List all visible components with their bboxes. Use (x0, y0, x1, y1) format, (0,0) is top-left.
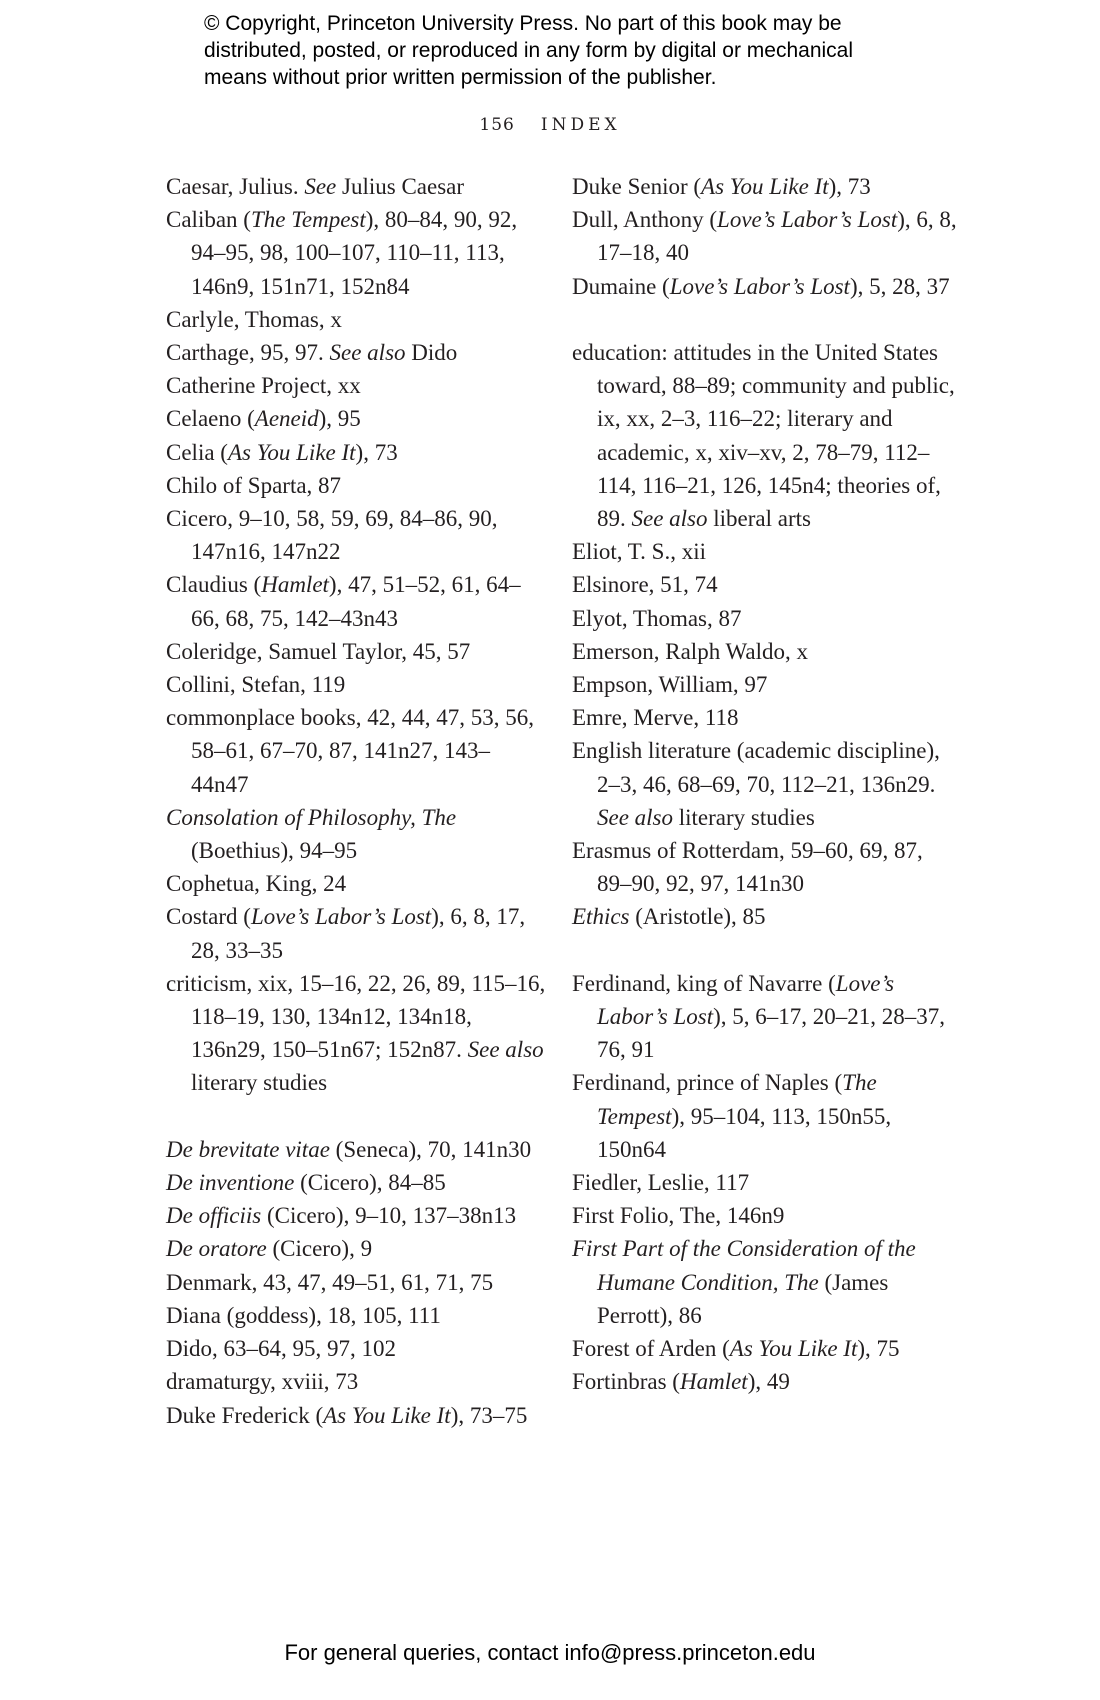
index-entry-italic: De inventione (166, 1170, 295, 1196)
index-entry (572, 834, 962, 900)
index-entry (166, 1166, 546, 1199)
index-entry (166, 1365, 546, 1398)
index-entry-text: Eliot, T. S., xii (572, 539, 706, 565)
index-entry (572, 734, 962, 834)
index-entry-text: ), 49 (747, 1369, 790, 1395)
index-column-left (166, 170, 546, 1432)
index-entry-italic: As You Like It (227, 439, 356, 465)
copyright-line-2: distributed, posted, or reproduced in any form by digital or mechanical (204, 39, 854, 62)
index-entry-italic: Ethics (572, 904, 630, 930)
index-entry (572, 602, 962, 635)
index-entry (572, 967, 962, 1067)
index-entry-text: dramaturgy, xviii, 73 (166, 1369, 359, 1395)
index-entry (572, 701, 962, 734)
index-entry-text: Denmark, 43, 47, 49–51, 61, 71, 75 (166, 1269, 494, 1295)
index-entry-text: education: attitudes in the United States toward, 88–89; community and public, ix, xx, 2–3, 116–22; literary and academic, x, xiv–xv, 2, 78–79, 112–114, 116–21, 126, 145n4; theories of, 89. (572, 340, 955, 532)
index-entry-text: Elyot, Thomas, 87 (572, 605, 742, 631)
index-entry-text: literary studies (673, 804, 815, 830)
index-entry (572, 668, 962, 701)
index-entry (166, 502, 546, 568)
index-entry-text: ), 75 (857, 1336, 900, 1362)
index-entry-text: Carlyle, Thomas, x (166, 306, 342, 332)
index-entry-text: Collini, Stefan, 119 (166, 672, 346, 698)
running-head (0, 115, 1100, 135)
index-entry (166, 369, 546, 402)
index-entry (166, 900, 546, 966)
index-entry-text: Dumaine ( (572, 273, 670, 299)
index-entry-italic: See also (329, 340, 406, 366)
index-entry-italic: See also (467, 1037, 544, 1063)
index-entry-text: Costard ( (166, 904, 251, 930)
index-entry-text: Emre, Merve, 118 (572, 705, 739, 731)
index-entry-text: First Folio, The, 146n9 (572, 1203, 785, 1229)
index-entry (166, 336, 546, 369)
index-entry-italic: First Part of the Consideration of the Humane Condition, The (572, 1236, 916, 1295)
index-entry-text: Erasmus of Rotterdam, 59–60, 69, 87, 89–90, 92, 97, 141n30 (572, 838, 923, 897)
index-entry-italic: Aeneid (254, 406, 319, 432)
copyright-notice (204, 10, 924, 91)
index-entry-text: ), 6, 8, 17, 28, 33–35 (191, 904, 526, 963)
copyright-line-3: means without prior written permission of the publisher. (204, 66, 717, 89)
index-entry-italic: As You Like It (701, 174, 829, 199)
index-entry (166, 303, 546, 336)
index-entry (166, 967, 546, 1100)
index-entry (166, 469, 546, 502)
index-entry-text: Cicero, 9–10, 58, 59, 69, 84–86, 90, 147n16, 147n22 (166, 506, 498, 565)
index-entry-text: Cophetua, King, 24 (166, 871, 347, 897)
index-entry (572, 1365, 962, 1398)
index-entry-italic: De officiis (166, 1203, 262, 1229)
index-entry-italic: See (304, 174, 337, 199)
index-entry-italic: De brevitate vitae (166, 1136, 330, 1162)
index-entry-text: ), 95 (318, 406, 361, 432)
index-entry-text: ), 6, 8, 17–18, 40 (597, 207, 957, 266)
index-entry-italic: See also (597, 804, 674, 830)
index-entry (572, 1332, 962, 1365)
index-entry (572, 1066, 962, 1166)
index-entry-italic: Love’s Labor’s Lost (597, 970, 895, 1030)
index-entry-text: Empson, William, 97 (572, 672, 768, 698)
index-entry (166, 1199, 546, 1232)
index-entry-text: Forest of Arden ( (572, 1336, 730, 1362)
index-entry (572, 336, 962, 535)
index-entry-italic: The Tempest (250, 207, 366, 233)
index-entry-text: Caesar, Julius. (166, 174, 305, 199)
index-entry (166, 1232, 546, 1265)
index-entry-text: (Seneca), 70, 141n30 (329, 1136, 532, 1162)
index-entry (166, 170, 546, 203)
index-section-gap (166, 1100, 546, 1133)
index-entry (572, 203, 962, 269)
index-entry-text: (Cicero), 9 (266, 1236, 373, 1262)
index-entry-text: (Boethius), 94–95 (191, 838, 358, 864)
index-entry-text: Fortinbras ( (572, 1369, 680, 1395)
index-entry-text: Chilo of Sparta, 87 (166, 472, 342, 498)
index-entry (572, 900, 962, 933)
index-entry-text: Celia ( (166, 439, 228, 465)
index-entry-text: commonplace books, 42, 44, 47, 53, 56, 58–61, 67–70, 87, 141n27, 143–44n47 (166, 705, 534, 797)
index-entry-italic: The Tempest (597, 1070, 877, 1129)
index-entry-text: Julius Caesar (336, 174, 465, 199)
index-entry-text: Carthage, 95, 97. (166, 340, 330, 366)
index-entry-text: Diana (goddess), 18, 105, 111 (166, 1302, 441, 1328)
index-entry-text: English literature (academic discipline), 2–3, 46, 68–69, 70, 112–21, 136n29. (572, 738, 940, 797)
index-entry (166, 436, 546, 469)
index-entry-text: literary studies (191, 1070, 328, 1096)
index-entry-italic: See also (631, 506, 708, 532)
index-entry-text: ), 5, 6–17, 20–21, 28–37, 76, 91 (597, 1004, 946, 1063)
index-entry-text: Dido, 63–64, 95, 97, 102 (166, 1336, 396, 1362)
index-entry-italic: Consolation of Philosophy, The (166, 804, 457, 830)
index-entry-text: Ferdinand, king of Navarre ( (572, 970, 836, 996)
index-entry-italic: De oratore (166, 1236, 267, 1262)
index-entry-text: ), 73 (828, 174, 871, 199)
index-entry-text: Ferdinand, prince of Naples ( (572, 1070, 843, 1096)
index-entry-text: (Cicero), 84–85 (294, 1170, 446, 1196)
index-entry-text: Dido (405, 340, 458, 366)
index-entry-text: Emerson, Ralph Waldo, x (572, 638, 808, 664)
index-entry (166, 1133, 546, 1166)
index-entry-text: (Aristotle), 85 (629, 904, 766, 930)
index-entry-text: Coleridge, Samuel Taylor, 45, 57 (166, 638, 471, 664)
index-entry-italic: As You Like It (729, 1336, 858, 1362)
index-entry (572, 170, 962, 203)
index-entry-italic: Love’s Labor’s Lost (669, 273, 850, 299)
page-number: 156 (479, 115, 515, 135)
index-entry-text: ), 95–104, 113, 150n55, 150n64 (597, 1103, 892, 1162)
index-entry-text: (James Perrott), 86 (597, 1269, 889, 1328)
index-column-right (572, 170, 962, 1398)
index-entry-text: Celaeno ( (166, 406, 255, 432)
index-entry (166, 203, 546, 303)
footer-contact: For general queries, contact info@press.princeton.edu (284, 1640, 816, 1665)
index-section-gap (572, 934, 962, 967)
index-entry-italic: As You Like It (323, 1402, 451, 1428)
index-entry-text: ), 73 (355, 439, 398, 465)
index-entry (166, 801, 546, 867)
index-entry (572, 1199, 962, 1232)
index-entry-italic: Hamlet (679, 1369, 748, 1395)
index-entry (166, 1299, 546, 1332)
index-entry-text: Fiedler, Leslie, 117 (572, 1170, 750, 1196)
index-entry (166, 402, 546, 435)
index-entry-text: ), 47, 51–52, 61, 64–66, 68, 75, 142–43n43 (191, 572, 521, 631)
index-entry (166, 701, 546, 801)
index-entry-text: Caliban ( (166, 207, 251, 233)
index-entry-italic: Love’s Labor’s Lost (250, 904, 432, 930)
index-entry (572, 568, 962, 601)
index-entry (166, 668, 546, 701)
index-entry-text: (Cicero), 9–10, 137–38n13 (261, 1203, 517, 1229)
index-entry-text: ), 73–75 (450, 1402, 528, 1428)
index-entry-text: Duke Senior ( (572, 174, 702, 199)
index-entry-text: ), 5, 28, 37 (849, 273, 950, 299)
index-entry (166, 1399, 546, 1432)
index-entry-text: ), 80–84, 90, 92, 94–95, 98, 100–107, 110–11, 113, 146n9, 151n71, 152n84 (191, 207, 518, 299)
index-entry (572, 270, 962, 303)
index-entry (166, 1332, 546, 1365)
index-entry-italic: Hamlet (261, 572, 329, 598)
index-entry (166, 568, 546, 634)
index-section-gap (572, 303, 962, 336)
index-entry (572, 535, 962, 568)
index-entry (572, 635, 962, 668)
index-entry-text: Dull, Anthony ( (572, 207, 718, 233)
index-entry (572, 1232, 962, 1332)
index-entry (166, 1266, 546, 1299)
index-entry-text: Duke Frederick ( (166, 1402, 324, 1428)
index-entry-text: Claudius ( (166, 572, 262, 598)
index-entry-text: criticism, xix, 15–16, 22, 26, 89, 115–16, 118–19, 130, 134n12, 134n18, 136n29, 150–51n67; 152n87. (166, 970, 546, 1063)
index-entry (166, 867, 546, 900)
copyright-line-1: © Copyright, Princeton University Press. No part of this book may be (204, 12, 842, 35)
index-entry-text: Catherine Project, xx (166, 373, 361, 399)
index-entry-text: Elsinore, 51, 74 (572, 572, 718, 598)
running-head-title: INDEX (540, 115, 621, 135)
index-entry (166, 635, 546, 668)
index-entry (572, 1166, 962, 1199)
index-entry-text: liberal arts (707, 506, 811, 532)
index-entry-italic: Love’s Labor’s Lost (717, 207, 898, 233)
